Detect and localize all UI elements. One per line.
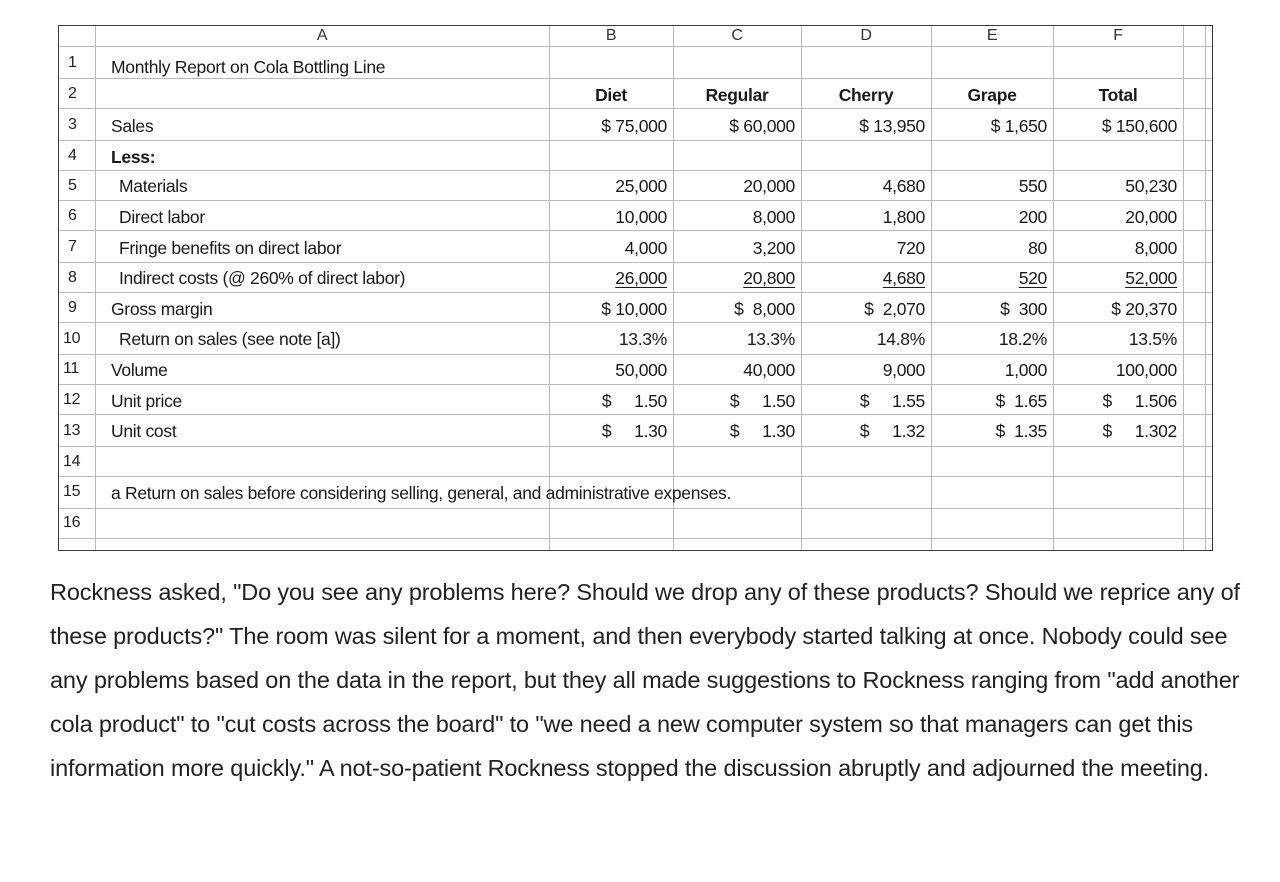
- volume-regular[interactable]: 40,000: [743, 360, 795, 380]
- return-on-sales-total[interactable]: 13.5%: [1128, 329, 1177, 349]
- row-number[interactable]: 2: [68, 85, 77, 102]
- volume-total[interactable]: 100,000: [1115, 360, 1177, 380]
- paragraph: Rockness asked, "Do you see any problems here? Should we drop any of these products? Should we reprice any of these products?" The room was silent for a moment, and then everybody started talking at once. Nobody could see any problems based on the data in the report, but they all made suggestions to Rockness ranging from "add another cola product" to "cut costs across the board" to "we need a new computer system so that managers can get this information more quickly." A not-so-patient Rockness stopped the discussion abruptly and adjourned the meeting.: [50, 579, 1240, 781]
- direct-labor-grape[interactable]: 200: [1018, 207, 1047, 227]
- row-number[interactable]: 7: [68, 238, 77, 255]
- column-header-b[interactable]: B: [605, 27, 617, 44]
- column-header-d[interactable]: D: [860, 27, 872, 44]
- row-label-return-on-sales[interactable]: Return on sales (see note [a]): [119, 329, 341, 349]
- indirect-diet[interactable]: 26,000: [615, 268, 667, 288]
- materials-diet[interactable]: 25,000: [615, 176, 667, 196]
- unit-price-total[interactable]: $ 1.506: [1102, 391, 1177, 411]
- return-on-sales-cherry[interactable]: 14.8%: [876, 329, 925, 349]
- return-on-sales-grape[interactable]: 18.2%: [998, 329, 1047, 349]
- row-number[interactable]: 9: [68, 299, 77, 316]
- header-total[interactable]: Total: [1098, 85, 1138, 105]
- volume-cherry[interactable]: 9,000: [882, 360, 925, 380]
- header-regular[interactable]: Regular: [705, 85, 769, 105]
- sales-regular[interactable]: $ 60,000: [729, 116, 795, 136]
- row-label-indirect-costs[interactable]: Indirect costs (@ 260% of direct labor): [119, 268, 406, 288]
- fringe-regular[interactable]: 3,200: [752, 238, 795, 258]
- row-label-unit-price[interactable]: Unit price: [111, 391, 182, 411]
- row-label-unit-cost[interactable]: Unit cost: [111, 421, 177, 441]
- fringe-diet[interactable]: 4,000: [624, 238, 667, 258]
- column-header-c[interactable]: C: [731, 27, 743, 44]
- return-on-sales-regular[interactable]: 13.3%: [746, 329, 795, 349]
- unit-cost-grape[interactable]: $ 1.35: [995, 421, 1047, 441]
- unit-price-regular[interactable]: $ 1.50: [729, 391, 795, 411]
- gross-margin-grape[interactable]: $ 300: [1000, 299, 1047, 319]
- row-label-materials[interactable]: Materials: [119, 176, 188, 196]
- gross-margin-total[interactable]: $ 20,370: [1111, 299, 1177, 319]
- row-number[interactable]: 4: [68, 147, 77, 164]
- indirect-grape[interactable]: 520: [1018, 268, 1047, 288]
- materials-cherry[interactable]: 4,680: [882, 176, 925, 196]
- indirect-regular[interactable]: 20,800: [743, 268, 795, 288]
- fringe-total[interactable]: 8,000: [1134, 238, 1177, 258]
- unit-cost-diet[interactable]: $ 1.30: [601, 421, 667, 441]
- indirect-total[interactable]: 52,000: [1125, 268, 1177, 288]
- row-number[interactable]: 10: [63, 330, 81, 347]
- gross-margin-diet[interactable]: $ 10,000: [601, 299, 667, 319]
- materials-total[interactable]: 50,230: [1125, 176, 1177, 196]
- row-number[interactable]: 6: [68, 207, 77, 224]
- row-number[interactable]: 11: [63, 360, 80, 377]
- sales-total[interactable]: $ 150,600: [1101, 116, 1177, 136]
- header-diet[interactable]: Diet: [595, 85, 627, 105]
- gross-margin-regular[interactable]: $ 8,000: [734, 299, 795, 319]
- direct-labor-total[interactable]: 20,000: [1125, 207, 1177, 227]
- volume-diet[interactable]: 50,000: [615, 360, 667, 380]
- return-on-sales-diet[interactable]: 13.3%: [618, 329, 667, 349]
- row-label-sales[interactable]: Sales: [111, 116, 154, 136]
- body-text: [50, 570, 1250, 790]
- volume-grape[interactable]: 1,000: [1004, 360, 1047, 380]
- row-number[interactable]: 5: [68, 177, 77, 194]
- row-label-gross-margin[interactable]: Gross margin: [111, 299, 213, 319]
- fringe-cherry[interactable]: 720: [896, 238, 925, 258]
- spreadsheet: [58, 25, 1213, 551]
- materials-regular[interactable]: 20,000: [743, 176, 795, 196]
- unit-cost-regular[interactable]: $ 1.30: [729, 421, 795, 441]
- row-label-fringe-benefits[interactable]: Fringe benefits on direct labor: [119, 238, 342, 258]
- row-number[interactable]: 13: [63, 422, 81, 439]
- row-number[interactable]: 16: [63, 514, 81, 531]
- footnote[interactable]: a Return on sales before considering selling, general, and administrative expenses.: [111, 483, 732, 503]
- column-header-a[interactable]: A: [316, 27, 328, 44]
- row-number[interactable]: 14: [63, 453, 81, 470]
- unit-cost-cherry[interactable]: $ 1.32: [859, 421, 925, 441]
- direct-labor-diet[interactable]: 10,000: [615, 207, 667, 227]
- report-title[interactable]: Monthly Report on Cola Bottling Line: [111, 57, 386, 77]
- indirect-cherry[interactable]: 4,680: [882, 268, 925, 288]
- row-number[interactable]: 3: [68, 116, 77, 133]
- row-number[interactable]: 12: [63, 391, 81, 408]
- unit-price-diet[interactable]: $ 1.50: [601, 391, 667, 411]
- column-header-f[interactable]: F: [1113, 27, 1123, 44]
- direct-labor-cherry[interactable]: 1,800: [882, 207, 925, 227]
- direct-labor-regular[interactable]: 8,000: [752, 207, 795, 227]
- header-grape[interactable]: Grape: [967, 85, 1017, 105]
- sales-cherry[interactable]: $ 13,950: [859, 116, 925, 136]
- gross-margin-cherry[interactable]: $ 2,070: [864, 299, 925, 319]
- unit-price-grape[interactable]: $ 1.65: [995, 391, 1047, 411]
- row-number[interactable]: 15: [63, 483, 81, 500]
- row-label-less[interactable]: Less:: [111, 147, 156, 167]
- row-label-direct-labor[interactable]: Direct labor: [119, 207, 205, 227]
- sales-diet[interactable]: $ 75,000: [601, 116, 667, 136]
- materials-grape[interactable]: 550: [1018, 176, 1047, 196]
- unit-price-cherry[interactable]: $ 1.55: [859, 391, 925, 411]
- row-number[interactable]: 8: [68, 269, 77, 286]
- column-header-e[interactable]: E: [986, 27, 998, 44]
- unit-cost-total[interactable]: $ 1.302: [1102, 421, 1177, 441]
- row-number[interactable]: 1: [68, 54, 77, 71]
- sales-grape[interactable]: $ 1,650: [990, 116, 1047, 136]
- row-label-volume[interactable]: Volume: [111, 360, 168, 380]
- header-cherry[interactable]: Cherry: [838, 85, 894, 105]
- fringe-grape[interactable]: 80: [1028, 238, 1047, 258]
